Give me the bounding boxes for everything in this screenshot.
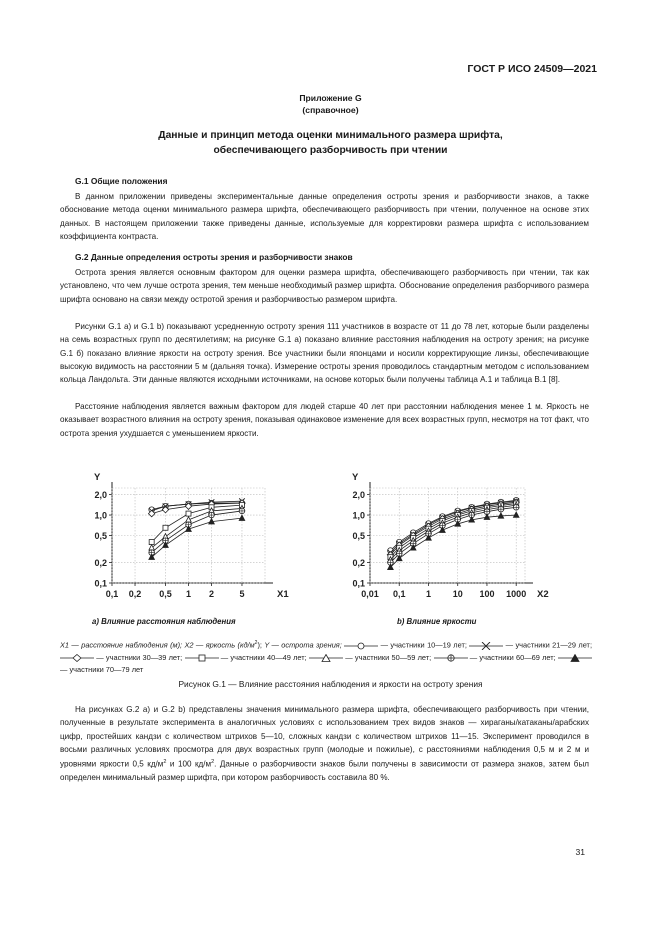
chart-a-xtick-label: 0,1: [105, 589, 119, 599]
section-g1-heading: G.1 Общие положения: [75, 176, 168, 186]
chart-b-ytick-label: 0,5: [352, 531, 365, 541]
chart-a-ytick-label: 1,0: [94, 510, 107, 521]
chart-b-xtick-label: 1000: [506, 589, 527, 599]
chart-b-series-line-2: [390, 501, 516, 552]
chart-b-y-axis-label: Y: [352, 472, 359, 483]
legend-group-40-49: — участники 40—49 лет;: [218, 652, 309, 662]
chart-b-x-axis-label: X2: [537, 589, 549, 600]
section-g2-paragraph-1: Острота зрения является основным фактором для оценки размера шрифта, обеспечивающего разборчивость при чтении, так как установлено, что чем лучше острота зрения, тем меньше необходимый размер шрифта. Обоснование определения разборчивого размера шрифта основано на связи между остротой зрения и разборчивостью размером шрифта.: [60, 268, 589, 304]
paragraph-4-sup-b: 2: [211, 759, 215, 766]
legend-x2-end: );: [257, 640, 265, 650]
annex-title-line1: Данные и принцип метода оценки минимального размера шрифта,: [158, 130, 503, 141]
paragraph-4-sup-a: 2: [163, 759, 167, 766]
legend-y: Y — острота зрения;: [264, 640, 345, 650]
chart-b-ytick-label: 0,1: [352, 578, 365, 589]
legend-marker-40-49: [185, 654, 219, 662]
chart-a-point-4-2: [163, 525, 168, 530]
section-g2-heading: G.2 Данные определения остроты зрения и разборчивости знаков: [75, 252, 353, 262]
legend-group-30-39: — участники 30—39 лет;: [94, 652, 185, 662]
chart-b-series-7: [388, 512, 519, 570]
legend-marker-60-69: [434, 654, 468, 662]
chart-b-ytick-label: 1,0: [352, 510, 365, 521]
legend-marker-30-39: [60, 654, 94, 662]
annex-type: (справочное): [302, 105, 359, 115]
chart-a-xtick-label: 0,5: [159, 589, 172, 599]
chart-a-ytick-label: 2,0: [94, 490, 107, 501]
section-g2-paragraph-3: Расстояние наблюдения является важным фактором для людей старше 40 лет при расстоянии наблюдения менее 1 м. Яркость не оказывает возрастного влияния на остроту зрения, показывая одинаковое изменение для всех возрастных групп, несмотря на тот факт, что острота зрения ухудшается с уменьшением яркости.: [60, 402, 589, 438]
legend-x2-sup: 2: [254, 640, 258, 646]
chart-b-xtick-label: 100: [479, 589, 495, 599]
chart-a-xtick-label: 2: [209, 589, 215, 599]
chart-a-x-axis-label: X1: [277, 589, 289, 600]
chart-b-xtick-label: 1: [425, 589, 431, 599]
legend-marker-10-19: [344, 642, 378, 650]
chart-b-xtick-label: 0,01: [361, 589, 379, 599]
chart-b-series-line-4: [390, 503, 516, 557]
subcaption-a: а) Влияние расстояния наблюдения: [92, 617, 236, 626]
legend-marker-21-29: [469, 642, 503, 650]
legend-marker-50-59: [309, 654, 343, 662]
legend-group-70-79: — участники 70—79 лет: [60, 665, 144, 675]
legend-group-21-29: — участники 21—29 лет;: [503, 640, 592, 650]
page-number: 31: [575, 847, 585, 857]
chart-b-ytick-label: 0,2: [352, 558, 365, 569]
chart-b-series-line-7: [390, 515, 516, 567]
chart-a-point-7-5: [239, 515, 245, 520]
chart-a-xtick-label: 1: [185, 589, 192, 599]
chart-b-point-7-10: [513, 512, 519, 517]
annex-label: Приложение G: [299, 93, 362, 103]
legend-x2: X2 — яркость (кд/м: [184, 640, 255, 650]
legend-marker-70-79: [558, 654, 592, 662]
section-g1-paragraph: В данном приложении приведены экспериментальные данные определения остроты зрения и разборчивости знаков, а также обоснование метода оценки минимального размера шрифта, обеспечивающего разборчивость при чтении, полученное на основе этих данных. В настоящем приложении также приведены данные, используемые для корректировки размера шрифта с использованием коэффициента контраста.: [60, 192, 589, 241]
chart-b-xtick-label: 10: [452, 589, 463, 599]
chart-viewing-distance: [60, 450, 300, 615]
legend-group-10-19: — участники 10—19 лет;: [378, 640, 470, 650]
chart-a-xtick-label: 5: [239, 589, 245, 599]
chart-a-ytick-label: 0,2: [94, 558, 107, 569]
figure-caption: Рисунок G.1 — Влияние расстояния наблюдения и яркости на остроту зрения: [178, 679, 483, 689]
chart-a-ytick-label: 0,5: [94, 531, 107, 541]
paragraph-4-part-b: и 100 кд/м: [166, 759, 212, 769]
legend-group-50-59: — участники 50—59 лет;: [343, 652, 434, 662]
subcaption-b: b) Влияние яркости: [397, 617, 477, 626]
standard-header: ГОСТ Р ИСО 24509—2021: [467, 63, 597, 75]
legend-x1: X1 — расстояние наблюдения (м);: [60, 640, 185, 650]
section-g2-paragraph-2: Рисунки G.1 а) и G.1 b) показывают усредненную остроту зрения 111 участников в возрасте от 11 до 78 лет, которые были разделены на семь возрастных групп по десятилетиям; на рисунке G.1 а) показано влияние расстояния наблюдения на остроту зрения; на рисунке G.1 б) показано влияние яркости на остроту зрения. Все участники были японцами и носили корректирующие линзы, обеспечивающие высокую видимость на расстоянии 5 м (дальняя точка). Измерение остроты зрения проводилось стандартным методом с использованием кольца Ландольта. Эти данные являются исходными источниками, на основе которых были получены таблица А.1 и таблица В.1 [8].: [60, 322, 589, 385]
chart-b-ytick-label: 2,0: [352, 490, 365, 501]
chart-a-point-5-1: [149, 545, 155, 550]
annex-title-line2: обеспечивающего разборчивость при чтении: [213, 145, 448, 156]
section-g2-paragraph-4: [60, 703, 589, 784]
chart-a-point-4-3: [186, 511, 191, 516]
chart-b-xtick-label: 0,1: [392, 589, 406, 599]
legend-group-60-69: — участники 60—69 лет;: [467, 652, 558, 662]
paragraph-4-part-a: На рисунках G.2 а) и G.2 b) представлены значения минимального размера шрифта, обеспечивающего разборчивость при чтении, полученные в результате эксперимента в аналогичных условиях с использованием трех видов знаков — хираганы/катаканы/арабских цифр, простейших кандзи с количеством штрихов 5—10, сложных кандзи с количеством штрихов 11—15. Эксперимент проводился в восьми различных условиях просмотра для двух возрастных групп (молодые и пожилые), с расстояниями наблюдения 0,5 м и 2 м и уровнями яркости 0,5 кд/м: [60, 705, 589, 769]
chart-a-xtick-label: 0,2: [128, 589, 142, 599]
chart-a-ytick-label: 0,1: [94, 578, 107, 589]
chart-luminance: [330, 450, 560, 615]
paragraph-4-part-c: . Данные о разборчивости знаков были получены в зависимости от размера знаков, затем был определен минимальный размер шрифта, при котором разборчивость составила 80 %.: [60, 759, 589, 783]
figure-legend: [60, 637, 592, 677]
chart-a-y-axis-label: Y: [94, 472, 101, 483]
